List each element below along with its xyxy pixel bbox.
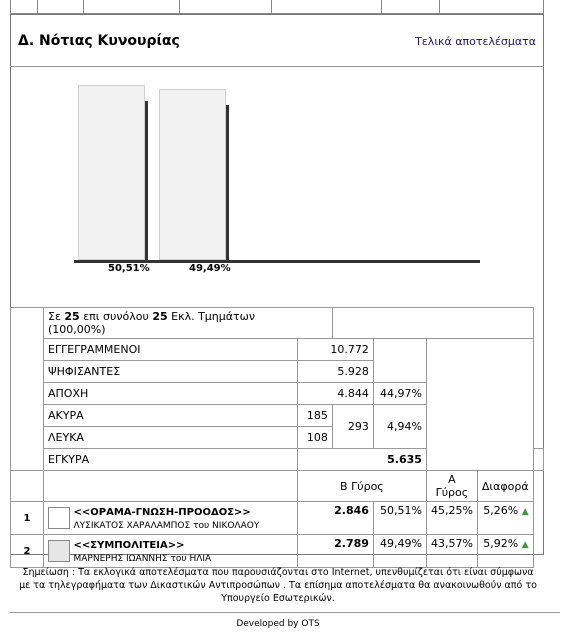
invalid-value: 185 (297, 405, 332, 427)
candidate-color-box (48, 540, 70, 562)
col-a-round: Α Γύρος (426, 471, 477, 502)
candidate-rank: 1 (11, 502, 44, 535)
chart-bar (78, 85, 145, 260)
candidate-votes: 2.789 (297, 535, 373, 568)
chart-bar (159, 89, 226, 260)
candidate-name: ΜΑΡΝΕΡΗΣ ΙΩΑΝΝΗΣ του ΗΛΙΑ (73, 554, 212, 564)
valid-value: 5.635 (297, 449, 426, 471)
candidate-diff: 5,92% (483, 537, 519, 550)
stats-table (10, 307, 544, 568)
abstain-label: ΑΠΟΧΗ (44, 383, 298, 405)
candidate-party: <<ΟΡΑΜΑ-ΓΝΩΣΗ-ΠΡΟΟΔΟΣ>> (73, 507, 251, 518)
results-chart (68, 80, 488, 280)
voted-value: 5.928 (297, 361, 373, 383)
candidate-a-pct: 45,25% (426, 502, 477, 535)
top-strip (10, 0, 544, 14)
developed-by: Developed by OTS (236, 619, 320, 629)
final-results-link[interactable]: Τελικά αποτελέσματα (415, 35, 536, 48)
candidate-diff: 5,26% (483, 504, 519, 517)
header-divider (10, 66, 544, 67)
col-diff: Διαφορά (477, 471, 533, 502)
page-title: Δ. Νότιας Κυνουρίας (18, 33, 180, 49)
invalid-blank-total: 293 (332, 405, 373, 449)
candidate-b-pct: 49,49% (373, 535, 426, 568)
candidate-rank: 2 (11, 535, 44, 568)
candidate-name: ΛΥΣΙΚΑΤΟΣ ΧΑΡΑΛΑΜΠΟΣ του ΝΙΚΟΛΑΟΥ (73, 521, 260, 531)
candidate-b-pct: 50,51% (373, 502, 426, 535)
candidate-votes: 2.846 (297, 502, 373, 535)
invalid-label: ΑΚΥΡΑ (44, 405, 298, 427)
blank-label: ΛΕΥΚΑ (44, 427, 298, 449)
abstain-pct: 44,97% (373, 383, 426, 405)
candidate-a-pct: 43,57% (426, 535, 477, 568)
col-b-round: Β Γύρος (297, 471, 426, 502)
valid-label: ΕΓΚΥΡΑ (44, 449, 298, 471)
bar-value-label: 49,49% (189, 263, 231, 274)
candidate-party: <<ΣΥΜΠΟΛΙΤΕΙΑ>> (73, 540, 185, 551)
voted-label: ΨΗΦΙΣΑΝΤΕΣ (44, 361, 298, 383)
up-triangle-icon: ▲ (521, 507, 529, 517)
up-triangle-icon: ▲ (521, 540, 529, 550)
registered-value: 10.772 (297, 339, 373, 361)
registered-label: ΕΓΓΕΓΡΑΜΜΕΝΟΙ (44, 339, 298, 361)
candidate-row (11, 535, 544, 568)
abstain-value: 4.844 (297, 383, 373, 405)
disclaimer-note: Σημείωση : Τα εκλογικά αποτελέσματα που παρουσιάζονται στο Internet, υπενθυμίζεται ότι είναι σύμφωνα με τα τηλεγραφήματα των Δικαστικών Αντιπροσώπων . Τα επίσημα αποτελέσματα θα ανακοινωθούν από το Υπουργείο Εσωτερικών. (19, 567, 537, 604)
blank-value: 108 (297, 427, 332, 449)
footer-divider (10, 612, 560, 613)
bar-value-label: 50,51% (108, 263, 150, 274)
candidate-color-box (48, 507, 70, 529)
invalid-blank-pct: 4,94% (373, 405, 426, 449)
sections-summary: Σε 25 επι συνόλου 25 Εκλ. Τμημάτων (100,00%) (44, 308, 333, 339)
candidate-row (11, 502, 544, 535)
